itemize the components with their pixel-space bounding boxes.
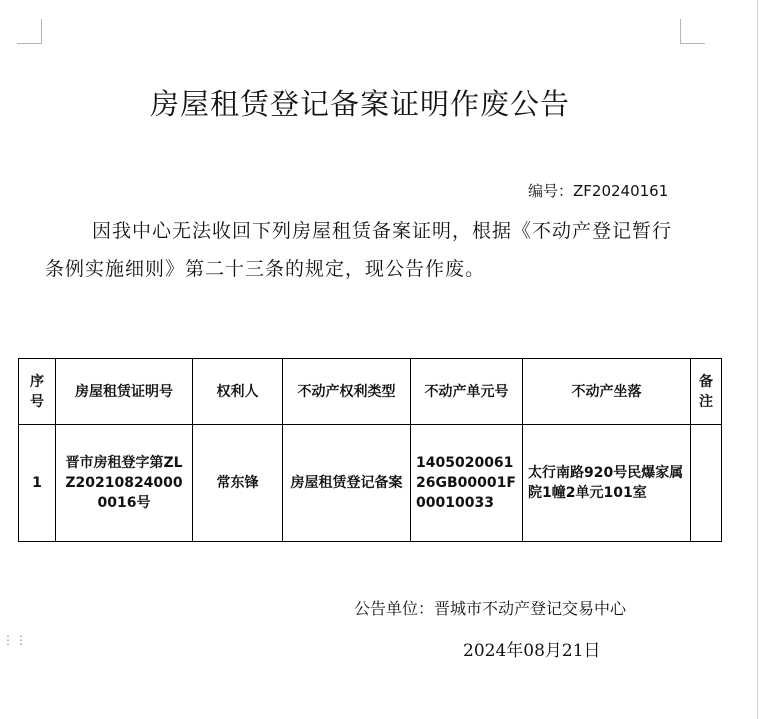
- cell-seq: 1: [19, 425, 56, 542]
- header-remark: 备注: [691, 359, 722, 425]
- cell-right-type: 房屋租赁登记备案: [283, 425, 411, 542]
- notice-body-paragraph: 因我中心无法收回下列房屋租赁备案证明，根据《不动产登记暂行条例实施细则》第二十三条的规定，现公告作废。: [45, 220, 673, 280]
- margin-corner-mark-top-right: [680, 19, 705, 44]
- cell-unit-no: 140502006126GB00001F00010033: [411, 425, 523, 542]
- table-header-row: [19, 359, 722, 425]
- issuer-line: 公告单位：晋城市不动产登记交易中心: [354, 599, 627, 618]
- page-title: 房屋租赁登记备案证明作废公告: [149, 87, 570, 121]
- header-unit-no: 不动产单元号: [411, 359, 523, 425]
- drag-handle-icon[interactable]: ⋮⋮: [2, 633, 28, 647]
- cell-remark: [691, 425, 722, 542]
- header-location: 不动产坐落: [523, 359, 691, 425]
- header-right-type: 不动产权利类型: [283, 359, 411, 425]
- cell-owner: 常东锋: [193, 425, 283, 542]
- page-edge-divider: [757, 0, 758, 719]
- header-seq: 序号: [19, 359, 56, 425]
- header-cert-no: 房屋租赁证明号: [56, 359, 193, 425]
- table-row: [19, 425, 722, 542]
- cell-location: 太行南路920号民爆家属院1幢2单元101室: [523, 425, 691, 542]
- issue-date: 2024年08月21日: [463, 641, 601, 661]
- cell-cert-no: 晋市房租登字第ZLZ202108240000016号: [56, 425, 193, 542]
- document-number: 编号：ZF20240161: [528, 182, 669, 200]
- margin-corner-mark-top-left: [17, 19, 42, 44]
- header-owner: 权利人: [193, 359, 283, 425]
- cancellation-table: [18, 358, 722, 542]
